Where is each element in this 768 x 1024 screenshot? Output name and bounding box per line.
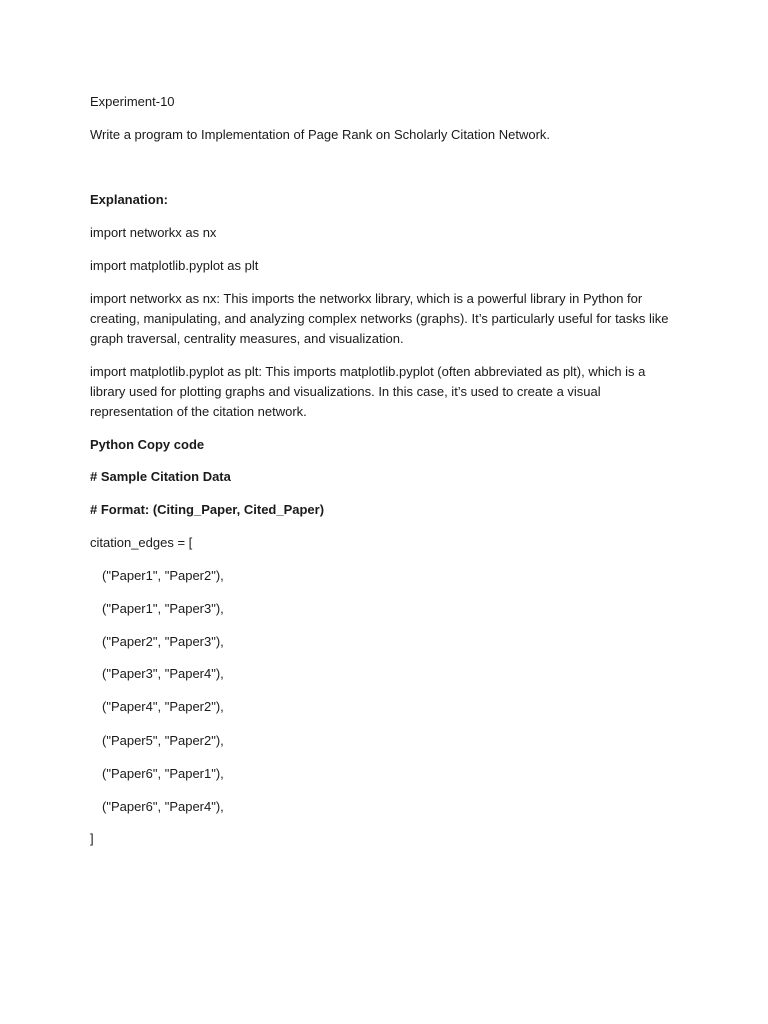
code-edge-line: ("Paper5", "Paper2"), [102,733,224,748]
networkx-explanation-paragraph: import networkx as nx: This imports the networkx library, which is a powerful library in Python for creating, manipulating, and analyzing complex networks (graphs). It’s particularly useful for tasks like graph traversal, centrality measures, and visualization. [90,291,669,346]
code-edge-line: ("Paper1", "Paper2"), [102,568,224,583]
code-edge-line: ("Paper1", "Paper3"), [102,601,224,616]
python-copy-code-label: Python Copy code [90,437,205,452]
code-list-open: citation_edges = [ [90,535,193,550]
explanation-heading: Explanation: [90,192,169,207]
matplotlib-explanation-paragraph: import matplotlib.pyplot as plt: This imports matplotlib.pyplot (often abbreviated as plt), which is a library used for plotting graphs and visualizations. In this case, it’s used to create a visual representation of the citation network. [90,364,646,419]
import-matplotlib-line: import matplotlib.pyplot as plt [90,258,259,273]
code-edge-line: ("Paper4", "Paper2"), [102,699,224,714]
code-edge-line: ("Paper2", "Paper3"), [102,634,224,649]
code-edge-line: ("Paper6", "Paper1"), [102,766,224,781]
aim-statement: Write a program to Implementation of Page Rank on Scholarly Citation Network. [90,127,551,142]
experiment-title: Experiment-10 [90,94,175,109]
sample-data-comment: # Sample Citation Data [90,469,231,484]
format-comment: # Format: (Citing_Paper, Cited_Paper) [90,502,325,517]
code-list-close: ] [90,831,94,846]
code-edge-line: ("Paper3", "Paper4"), [102,666,224,681]
import-networkx-line: import networkx as nx [90,225,217,240]
code-edge-line: ("Paper6", "Paper4"), [102,799,224,814]
